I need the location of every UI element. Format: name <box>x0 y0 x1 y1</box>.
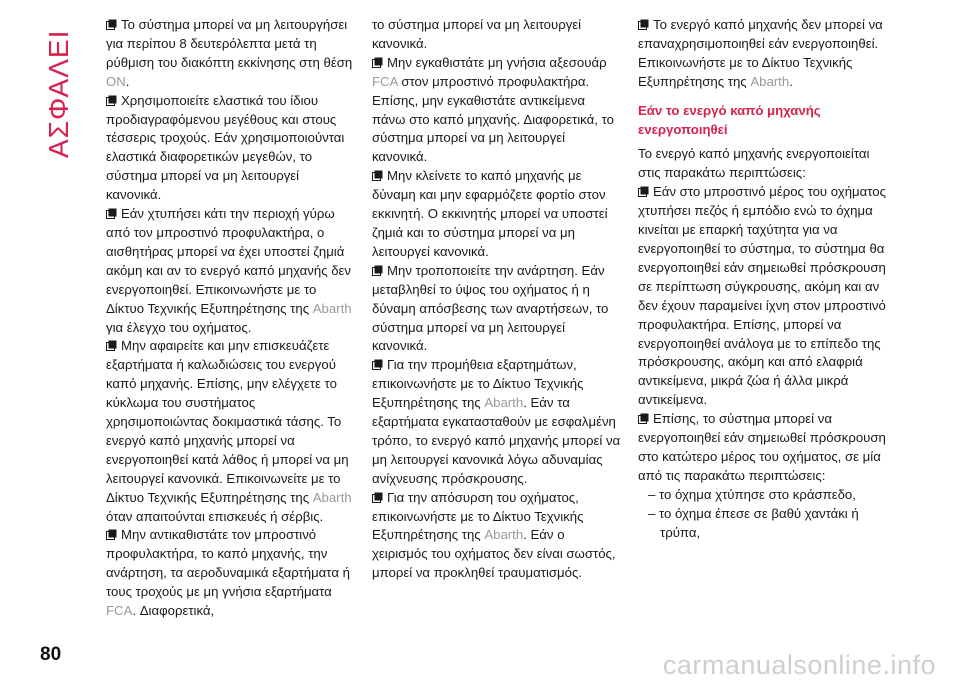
note-bullet-icon <box>638 186 649 197</box>
paragraph-text: Μην κλείνετε το καπό μηχανής με δύναμη και μην εφαρμόζετε φορτίο στον εκκινητή. Ο εκκινητής μπορεί να υποστεί ζημιά και το σύστημα μπορεί να μη λειτουργεί κανονικά. <box>372 168 608 259</box>
paragraph-text: . Εάν τα εξαρτήματα εγκατασταθούν με εσφαλμένη τρόπο, το ενεργό καπό μηχανής μπορεί να μη λειτουργεί κανονικά λόγω αδυναμίας ανίχνευσης πρόσκρουσης. <box>372 395 621 486</box>
note-bullet-icon <box>372 359 383 370</box>
dash-list-item: – το όχημα έπεσε σε βαθύ χαντάκι ή τρύπα, <box>648 505 859 540</box>
highlight-term: Abarth <box>750 73 790 89</box>
paragraph-text: Μην αφαιρείτε και μην επισκευάζετε εξαρτήματα ή καλωδιώσεις του ενεργού καπό μηχανής. Επίσης, μην ελέγχετε το κύκλωμα του συστήματος χρησιμοποιώντας δοκιμαστικά τάσης. Το ενεργό καπό μηχανής μπορεί να ενεργοποιηθεί κατά λάθος ή μπορεί να μη λειτουργεί κανονικά. Επικοινωνείτε με το Δίκτυο Τεχνικής Εξυπηρέτησης της <box>106 338 349 505</box>
highlight-term: Abarth <box>484 395 524 411</box>
paragraph-text: . Διαφορετικά, <box>132 603 215 619</box>
paragraph-text: στον μπροστινό προφυλακτήρα. Επίσης, μην εγκαθιστάτε αντικείμενα πάνω στο καπό μηχανής. Διαφορετικά, το σύστημα μπορεί να μη λειτουργεί κανονικά. <box>372 73 614 165</box>
section-heading: Εάν το ενεργό καπό μηχανής ενεργοποιηθεί <box>638 102 821 137</box>
note-bullet-icon <box>372 265 383 276</box>
paragraph-text: . <box>789 73 793 89</box>
bullet-paragraph <box>638 16 888 92</box>
paragraph-text: για έλεγχο του οχήματος. <box>106 319 252 335</box>
page-number: 80 <box>40 644 62 665</box>
bullet-paragraph <box>372 356 622 488</box>
bullet-paragraph <box>372 167 622 262</box>
highlight-term: Abarth <box>312 300 352 316</box>
highlight-term: FCA <box>372 73 398 89</box>
paragraph-text: μετά τη ρύθμιση του διακόπτη εκκίνησης στη θέση <box>106 35 353 70</box>
paragraph-text: Εάν στο μπροστινό μέρος του οχήματος χτυπήσει πεζός ή εμπόδιο ενώ το όχημα κινείται με επαρκή ταχύτητα για να ενεργοποιηθεί το σύστημα, το σύστημα θα ενεργοποιηθεί εάν σημειωθεί πρόσκρουση σε περίπτωση σύγκρουσης, ακόμη και αν δεν έχουν παραμείνει ίχνη στον μπροστινό προφυλακτήρα. Επίσης, μπορεί να ενεργοποιηθεί ανάλογα με το επίπεδο της πρόσκρουσης, ακόμη και από ελαφριά αντικείμενα, μικρά ζώα ή άλλα μικρά αντικείμενα. <box>638 184 886 408</box>
note-bullet-icon <box>106 340 117 351</box>
bullet-paragraph <box>638 183 888 410</box>
paragraph-text: . <box>125 73 130 89</box>
highlight-term: Abarth <box>312 489 352 505</box>
paragraph-text: το σύστημα μπορεί να μη λειτουργεί κανονικά. <box>372 17 582 51</box>
paragraph-text: Μην αντικαθιστάτε τον μπροστινό προφυλακτήρα, το καπό μηχανής, την ανάρτηση, τα αεροδυναμικά εξαρτήματα ή τους τροχούς με μη γνήσια εξαρτήματα <box>106 527 350 600</box>
watermark: carmanualsonline.info <box>662 650 936 680</box>
note-bullet-icon <box>372 170 383 181</box>
paragraph-text: 8 δευτερόλεπτα <box>179 35 271 51</box>
column-3 <box>638 16 888 542</box>
bullet-paragraph <box>106 16 356 92</box>
section-tab <box>38 30 78 160</box>
note-bullet-icon <box>106 529 117 540</box>
bullet-paragraph <box>372 54 622 167</box>
paragraph-text: Μην εγκαθιστάτε μη γνήσια αξεσουάρ <box>387 54 607 70</box>
paragraph-text: Επίσης, το σύστημα μπορεί να ενεργοποιηθεί εάν σημειωθεί πρόσκρουση στο κατώτερο μέρος του οχήματος, σε μία από τις παρακάτω περιπτώσεις: <box>638 411 886 483</box>
bullet-paragraph <box>106 526 356 621</box>
bullet-paragraph <box>106 92 356 205</box>
note-bullet-icon <box>372 57 383 68</box>
paragraph-text: Χρησιμοποιείτε ελαστικά του ίδιου προδιαγραφόμενου μεγέθους και στους τέσσερις τροχούς. Εάν χρησιμοποιούνται ελαστικά διαφορετικών μεγεθών, το σύστημα μπορεί να μη λειτουργεί κανονικά. <box>106 92 345 203</box>
paragraph-text: Για την προμήθεια εξαρτημάτων, επικοινωνήστε με το Δίκτυο Τεχνικής Εξυπηρέτησης της <box>372 357 584 411</box>
dash-list-item: – το όχημα χτύπησε στο κράσπεδο, <box>648 486 856 502</box>
paragraph <box>638 145 888 183</box>
paragraph-text: Το ενεργό καπό μηχανής ενεργοποιείται στις παρακάτω περιπτώσεις: <box>638 146 870 181</box>
note-bullet-icon <box>106 208 117 219</box>
highlight-term: FCA <box>106 603 133 619</box>
bullet-paragraph <box>638 410 888 486</box>
bullet-paragraph <box>106 337 356 526</box>
bullet-paragraph <box>372 262 622 357</box>
note-bullet-icon <box>106 95 117 106</box>
paragraph-text: Μην τροποποιείτε την ανάρτηση. Εάν μεταβληθεί το ύψος του οχήματος ή η δύναμη απόσβεσης των αναρτήσεων, το σύστημα μπορεί να μη λειτουργεί κανονικά. <box>372 262 609 354</box>
paragraph-text: Το σύστημα μπορεί να μη λειτουργήσει για περίπου <box>106 17 348 51</box>
column-2 <box>372 16 622 583</box>
note-bullet-icon <box>638 19 649 30</box>
paragraph <box>372 16 622 54</box>
note-bullet-icon <box>106 19 117 30</box>
section-tab-label: ΑΣΦΑΛΕΙΑ <box>43 30 74 158</box>
paragraph-text: . Εάν ο χειρισμός του οχήματος δεν είναι σωστός, μπορεί να προκληθεί τραυματισμός. <box>372 527 616 581</box>
column-1 <box>106 16 356 621</box>
section-tab-text <box>38 30 78 160</box>
bullet-paragraph <box>106 205 356 337</box>
bullet-paragraph <box>372 489 622 584</box>
highlight-term: ON <box>106 73 126 89</box>
note-bullet-icon <box>372 492 383 503</box>
note-bullet-icon <box>638 413 649 424</box>
paragraph-text: Εάν χτυπήσει κάτι την περιοχή γύρω από τον μπροστινό προφυλακτήρα, ο αισθητήρας μπορεί να έχει υποστεί ζημιά ακόμη και αν το ενεργό καπό μηχανής δεν ενεργοποιηθεί. Επικοινωνήστε με το Δίκτυο Τεχνικής Εξυπηρέτησης της <box>106 206 352 316</box>
paragraph-text: Το ενεργό καπό μηχανής δεν μπορεί να επαναχρησιμοποιηθεί εάν ενεργοποιηθεί. Επικοινωνήστε με το Δίκτυο Τεχνικής Εξυπηρέτησης της <box>638 17 883 89</box>
highlight-term: Abarth <box>484 527 524 543</box>
paragraph-text: όταν απαιτούνται επισκευές ή σέρβις. <box>106 508 324 524</box>
paragraph-text: Για την απόσυρση του οχήματος, επικοινωνήστε με το Δίκτυο Τεχνικής Εξυπηρέτησης της <box>372 489 584 543</box>
